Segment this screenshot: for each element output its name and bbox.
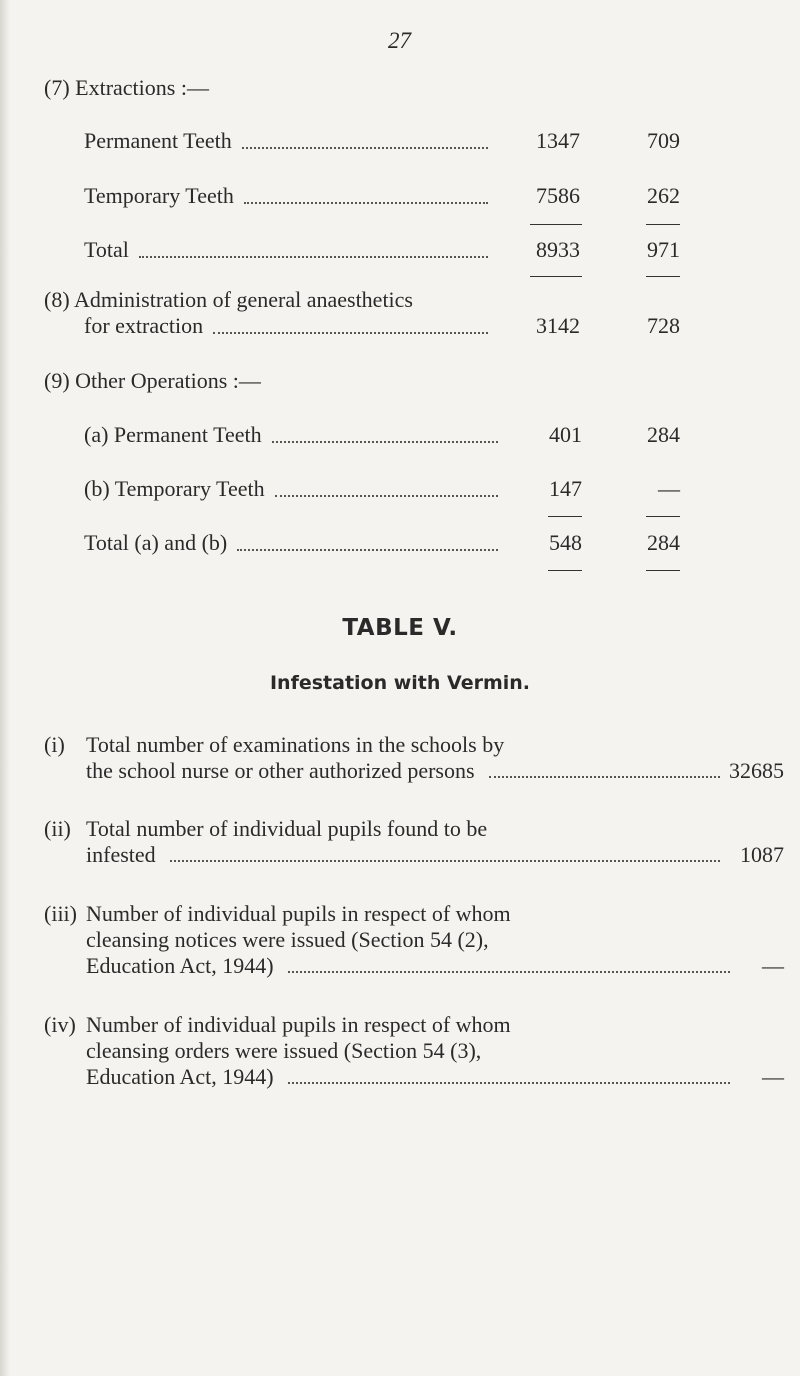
extractions-total-value-b: 971 <box>647 237 680 262</box>
dotted-leader <box>489 776 720 778</box>
item-line: Number of individual pupils in respect of whom <box>86 1012 511 1037</box>
extractions-row-temporary <box>84 183 494 209</box>
item-line: cleansing orders were issued (Section 54 (3), <box>86 1038 482 1063</box>
anaesthetics-row <box>84 313 494 339</box>
anaesthetics-line-1: (8) Administration of general anaesthetics <box>44 287 413 312</box>
table-title: TABLE V. <box>342 615 458 641</box>
dotted-leader <box>288 1082 730 1084</box>
anaesthetics-value-a: 3142 <box>536 313 580 338</box>
other-ops-temporary-value-a: 147 <box>549 476 582 501</box>
page-number: 27 <box>388 28 411 53</box>
item-line: Total number of individual pupils found to be <box>86 816 488 841</box>
dotted-leader <box>272 441 498 443</box>
other-ops-temporary-value-b: — <box>658 476 680 501</box>
sum-rule <box>530 276 582 277</box>
dotted-leader <box>288 971 730 973</box>
extractions-temporary-value-b: 262 <box>647 183 680 208</box>
item-marker: (ii) <box>44 816 71 841</box>
item-line: Education Act, 1944) <box>86 953 274 978</box>
extractions-row-permanent <box>84 128 494 154</box>
item-value: 1087 <box>740 842 784 867</box>
item-line: infested <box>86 842 156 867</box>
extractions-heading: (7) Extractions :— <box>44 75 209 100</box>
item-line: Total number of examinations in the schools by <box>86 732 505 757</box>
other-operations-heading: (9) Other Operations :— <box>44 368 261 393</box>
item-marker: (iii) <box>44 901 77 926</box>
dotted-leader <box>242 147 488 149</box>
item-value: — <box>762 1064 784 1089</box>
dotted-leader <box>170 860 720 862</box>
sum-rule <box>548 516 582 517</box>
item-line: cleansing notices were issued (Section 54 (2), <box>86 927 489 952</box>
other-ops-total-value-a: 548 <box>549 530 582 555</box>
extractions-permanent-value-a: 1347 <box>536 128 580 153</box>
item-marker: (iv) <box>44 1012 76 1037</box>
other-ops-permanent-value-a: 401 <box>549 422 582 447</box>
row-label: Total (a) and (b) <box>84 530 228 555</box>
row-label: Temporary Teeth <box>84 183 234 208</box>
other-ops-row-total <box>84 530 504 556</box>
table-subtitle: Infestation with Vermin. <box>269 672 531 694</box>
extractions-total-value-a: 8933 <box>536 237 580 262</box>
dotted-leader <box>237 549 498 551</box>
item-value: 32685 <box>729 758 784 783</box>
row-label: (a) Permanent Teeth <box>84 422 262 447</box>
other-ops-row-temporary <box>84 476 504 502</box>
item-line: the school nurse or other authorized persons <box>86 758 475 783</box>
row-label: for extraction <box>84 313 204 338</box>
item-line: Education Act, 1944) <box>86 1064 274 1089</box>
row-label: Total <box>84 237 129 262</box>
row-label: (b) Temporary Teeth <box>84 476 265 501</box>
extractions-row-total <box>84 237 494 263</box>
other-ops-row-permanent <box>84 422 504 448</box>
infestation-item-examinations <box>44 732 784 792</box>
item-value: — <box>762 953 784 978</box>
sum-rule <box>646 570 680 571</box>
sum-rule <box>646 516 680 517</box>
infestation-item-cleansing-notices <box>44 901 784 986</box>
item-marker: (i) <box>44 732 65 757</box>
dotted-leader <box>139 256 488 258</box>
other-ops-permanent-value-b: 284 <box>647 422 680 447</box>
extractions-temporary-value-a: 7586 <box>536 183 580 208</box>
sum-rule <box>548 570 582 571</box>
dotted-leader <box>275 495 498 497</box>
row-label: Permanent Teeth <box>84 128 232 153</box>
extractions-permanent-value-b: 709 <box>647 128 680 153</box>
dotted-leader <box>213 332 488 334</box>
item-line: Number of individual pupils in respect of whom <box>86 901 511 926</box>
infestation-item-cleansing-orders <box>44 1012 784 1097</box>
dotted-leader <box>244 202 488 204</box>
other-ops-total-value-b: 284 <box>647 530 680 555</box>
anaesthetics-value-b: 728 <box>647 313 680 338</box>
sum-rule <box>646 276 680 277</box>
infestation-item-infested <box>44 816 784 876</box>
sum-rule <box>530 224 582 225</box>
sum-rule <box>646 224 680 225</box>
